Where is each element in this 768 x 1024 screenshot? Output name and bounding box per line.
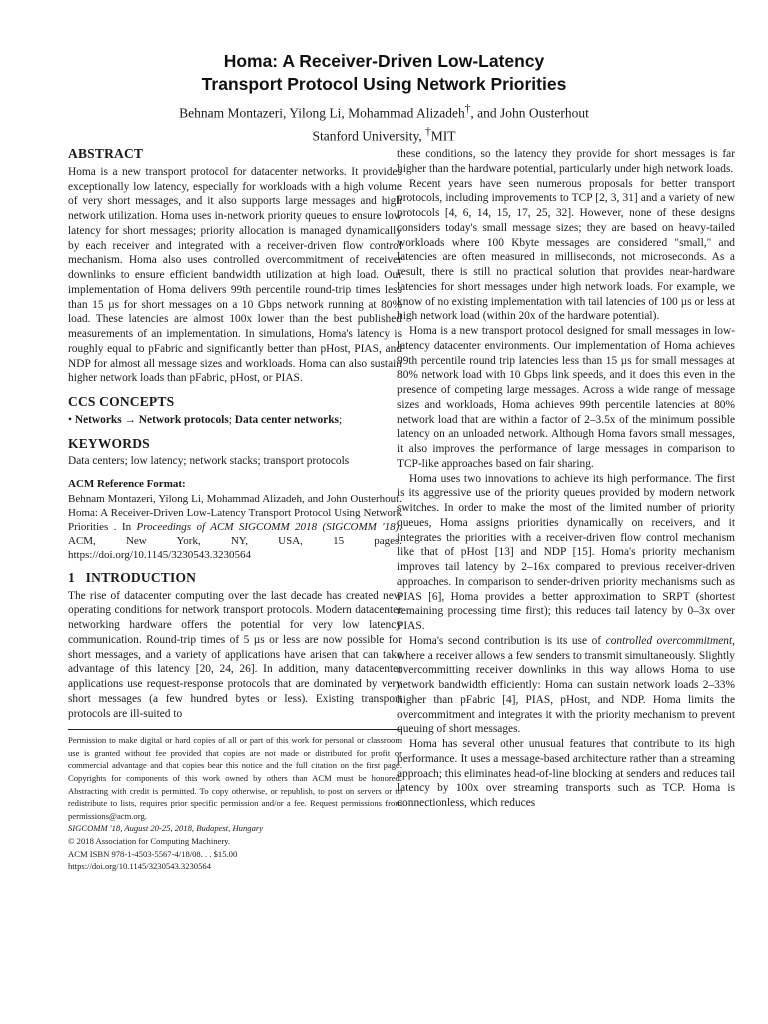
author-names [40,100,728,123]
ccs-heading: CCS CONCEPTS [68,394,175,409]
keywords-section [68,437,402,470]
affiliations [40,123,728,146]
p5-controlled-overcommitment: controlled overcommitment [605,634,733,647]
separator: ; [338,413,343,426]
author-list-last: , and John Ousterhout [470,105,589,121]
dagger-mark: † [425,125,431,138]
ccs-network-protocols: Network protocols [138,413,229,426]
keywords-heading: KEYWORDS [68,435,150,451]
reference-proceedings: Proceedings of ACM SIGCOMM 2018 (SIGCOMM '18). [136,520,402,533]
permission-text: Permission to make digital or hard copies of all or part of this work for personal or classroom use is granted without fee provided that copies are not made or distributed for profit or commercial advantage and that copies bear this notice and the full citation on the first page. Copyrights for components of this work owned by others than ACM must be honored. Abstracting with credit is permitted. To copy otherwise, or republish, to post on servers or to redistribute to lists, requires prior specific permission and/or a fee. Request permissions from permissions@acm.org. [68,735,402,821]
ccs-section [68,395,402,428]
intro-paragraph-3: Homa is a new transport protocol designed for small messages in low-latency datacenter environments. Our implementation of Homa achieves 99th percentile round trip latencies less than 15 µs for small messages at 80% network load with 10 Gbps link speeds, and it does this even in the presence of competing large messages. Across a wide range of message sizes and workloads, Homa achieves 99th percentile latencies at 80% network load that are within a factor of 2–3.5x of the minimum possible latency on an unloaded network. Although Homa favors small messages, it also improves the performance of large messages in comparison to TCP-like approaches based on fair sharing. [397,325,735,470]
affiliation-mit: MIT [430,128,456,143]
title-line-1: Homa: A Receiver-Driven Low-Latency [223,51,545,71]
intro-paragraph-1: these conditions, so the latency they provide for short messages is far higher than the hardware potential, particularly under high network loads. [397,148,735,175]
bullet: • [68,413,72,426]
separator: ; [228,413,232,426]
venue-line: SIGCOMM '18, August 20-25, 2018, Budapest, Hungary [68,823,264,834]
ccs-networks: Networks [74,413,122,426]
author-list: Behnam Montazeri, Yilong Li, Mohammad Alizadeh [179,105,465,121]
p5-pre: Homa's second contribution is its use of [409,634,606,647]
reference-format-text [68,492,402,562]
dagger-mark: † [464,103,471,115]
affiliation-stanford: Stanford University, [312,128,426,143]
abstract-heading: ABSTRACT [68,146,144,161]
p5-post: , where a receiver allows a few senders to transmit simultaneously. Slightly overcommitting receiver downlinks in this way allows Homa to use network bandwidth efficiently: Homa can sustain network loads 2–33% higher than pFabric [4], PIAS, pHost, and NDP. Homa limits the overcommitment and integrates it with the priority mechanism to prevent queuing of short messages. [397,634,735,736]
paper-title [40,50,728,96]
title-line-2: Transport Protocol Using Network Priorities [201,74,567,94]
intro-paragraph-6: Homa has several other unusual features that contribute to its high performance. It uses a message-based architecture rather than a streaming approach; this eliminates head-of-line blocking at senders and reduces tail latency by 100x over streaming transports such as TCP. Homa is connectionless, which reduces [397,738,735,809]
copyright-line: © 2018 Association for Computing Machinery. [68,836,231,846]
doi-line: https://doi.org/10.1145/3230543.3230564 [68,861,211,872]
ccs-data-center-networks: Data center networks [234,413,339,426]
right-column [397,147,735,811]
intro-paragraph-4: Homa uses two innovations to achieve its high performance. The first is its aggressive use of the priority queues provided by modern network switches. In order to make the most of the limited number of priority queues, Homa assigns priorities dynamically on receivers, and it integrates the priorities with a receiver-driven flow control mechanism like that of pHost [13] and NDP [15]. Homa's priority mechanism improves tail latency by 2–16x compared to previous receiver-driven approaches. In comparison to sender-driven priority mechanisms such as PIAS [6], Homa provides a better approximation to SRPT (shortest remaining processing time first); this reduces tail latency by 0–3x over PIAS. [397,472,735,632]
introduction-heading: 1 INTRODUCTION [68,569,197,585]
arrow-icon: → [124,413,136,426]
introduction-section [68,571,402,722]
reference-pre: Behnam Montazeri, Yilong Li, Mohammad Alizadeh, and John Ousterhout. Homa: A Receiver-Driven Low-Latency Transport Protocol Using Network Priorities . In [68,492,402,533]
ccs-concepts [68,413,402,428]
introduction-text: The rise of datacenter computing over the last decade has created new operating conditions for network transport protocols. Modern datacenter networking hardware offers the potential for very low latency communication. Round-trip times of 5 µs or less are now possible for short messages, and a variety of applications have arisen that can take advantage of this latency [20, 24, 26]. In addition, many datacenter applications use request-response protocols that are dominated by very short messages (a few hundred bytes or less). Existing transport protocols are ill-suited to [68,589,402,720]
left-column [68,147,402,873]
author-block [40,100,728,145]
abstract-text: Homa is a new transport protocol for datacenter networks. It provides exceptionally low latency, especially for workloads with a high volume of very short messages, and it also supports large messages and high network utilization. Homa uses in-network priority queues to ensure low latency for short messages; priority allocation is managed dynamically by each receiver and integrated with a receiver-driven flow control mechanism. Homa also uses controlled overcommitment of receiver downlinks to ensure efficient bandwidth utilization at high load. Our implementation of Homa delivers 99th percentile round-trip times less than 15 µs for short messages on a 10 Gbps network running at 80% load. These latencies are almost 100x lower than the best published measurements of an implementation. In simulations, Homa's latency is roughly equal to pFabric and significantly better than pHost, PIAS, and NDP for almost all message sizes and workloads. Homa can also sustain higher network loads than pFabric, pHost, or PIAS. [68,165,402,385]
permission-notice [68,729,402,873]
reference-format-label: ACM Reference Format: [68,478,186,490]
keywords-text: Data centers; low latency; network stacks; transport protocols [68,455,350,468]
intro-paragraph-5 [397,634,735,737]
isbn-line: ACM ISBN 978-1-4503-5567-4/18/08. . . $15.00 [68,848,238,859]
intro-paragraph-2: Recent years have seen numerous proposals for better transport protocols, including improvements to TCP [2, 3, 31] and a variety of new protocols [4, 6, 14, 15, 17, 25, 32]. However, none of these designs considers today's small message sizes; they are based on heavy-tailed workloads where 100 Kbyte messages are considered "small," and latencies are often measured in milliseconds, not microseconds. As a result, there is still no practical solution that provides near-hardware latencies for short messages under high network loads. For example, we know of no existing implementation with tail latencies of 100 µs or less at high network load (within 20x of the hardware potential). [397,177,735,323]
reference-post: ACM, New York, NY, USA, 15 pages. https://doi.org/10.1145/3230543.3230564 [68,534,402,561]
